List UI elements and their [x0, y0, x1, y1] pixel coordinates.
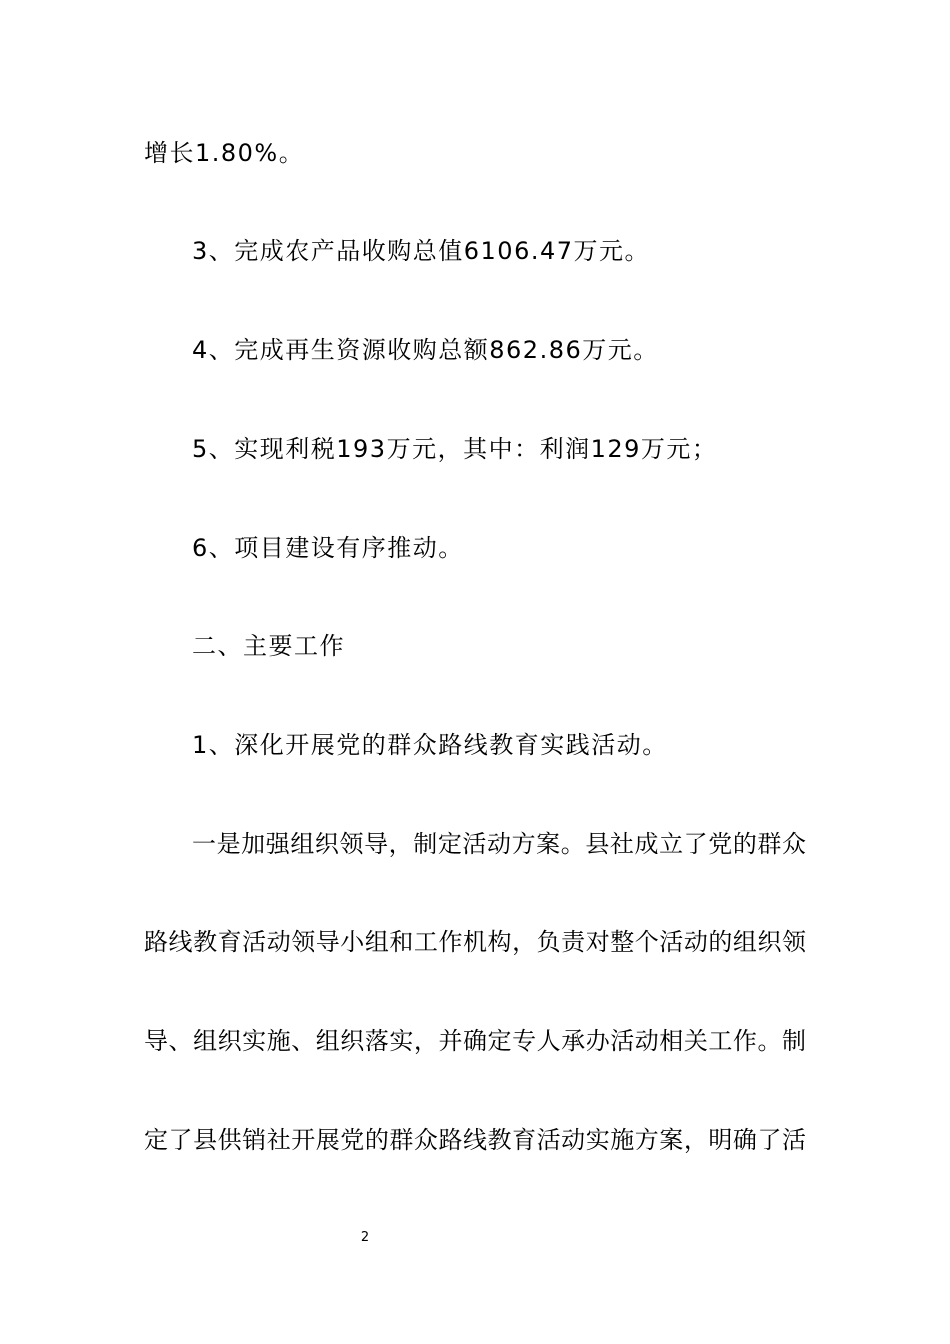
paragraph-line: 路线教育活动领导小组和工作机构，负责对整个活动的组织领 [144, 928, 806, 956]
text-line: 增长1.80%。 [144, 139, 305, 167]
paragraph-line: 定了县供销社开展党的群众路线教育活动实施方案，明确了活 [144, 1126, 806, 1154]
text-line: 6、项目建设有序推动。 [192, 534, 464, 562]
section-heading: 二、主要工作 [192, 632, 345, 660]
page-number: 2 [360, 1230, 370, 1245]
paragraph-line: 一是加强组织领导，制定活动方案。县社成立了党的群众 [192, 830, 806, 858]
text-line: 5、实现利税193万元，其中：利润129万元； [192, 435, 718, 463]
text-line: 4、完成再生资源收购总额862.86万元。 [192, 336, 659, 364]
text-line: 1、深化开展党的群众路线教育实践活动。 [192, 731, 668, 759]
paragraph-line: 导、组织实施、组织落实，并确定专人承办活动相关工作。制 [144, 1027, 806, 1055]
text-line: 3、完成农产品收购总值6106.47万元。 [192, 237, 651, 265]
